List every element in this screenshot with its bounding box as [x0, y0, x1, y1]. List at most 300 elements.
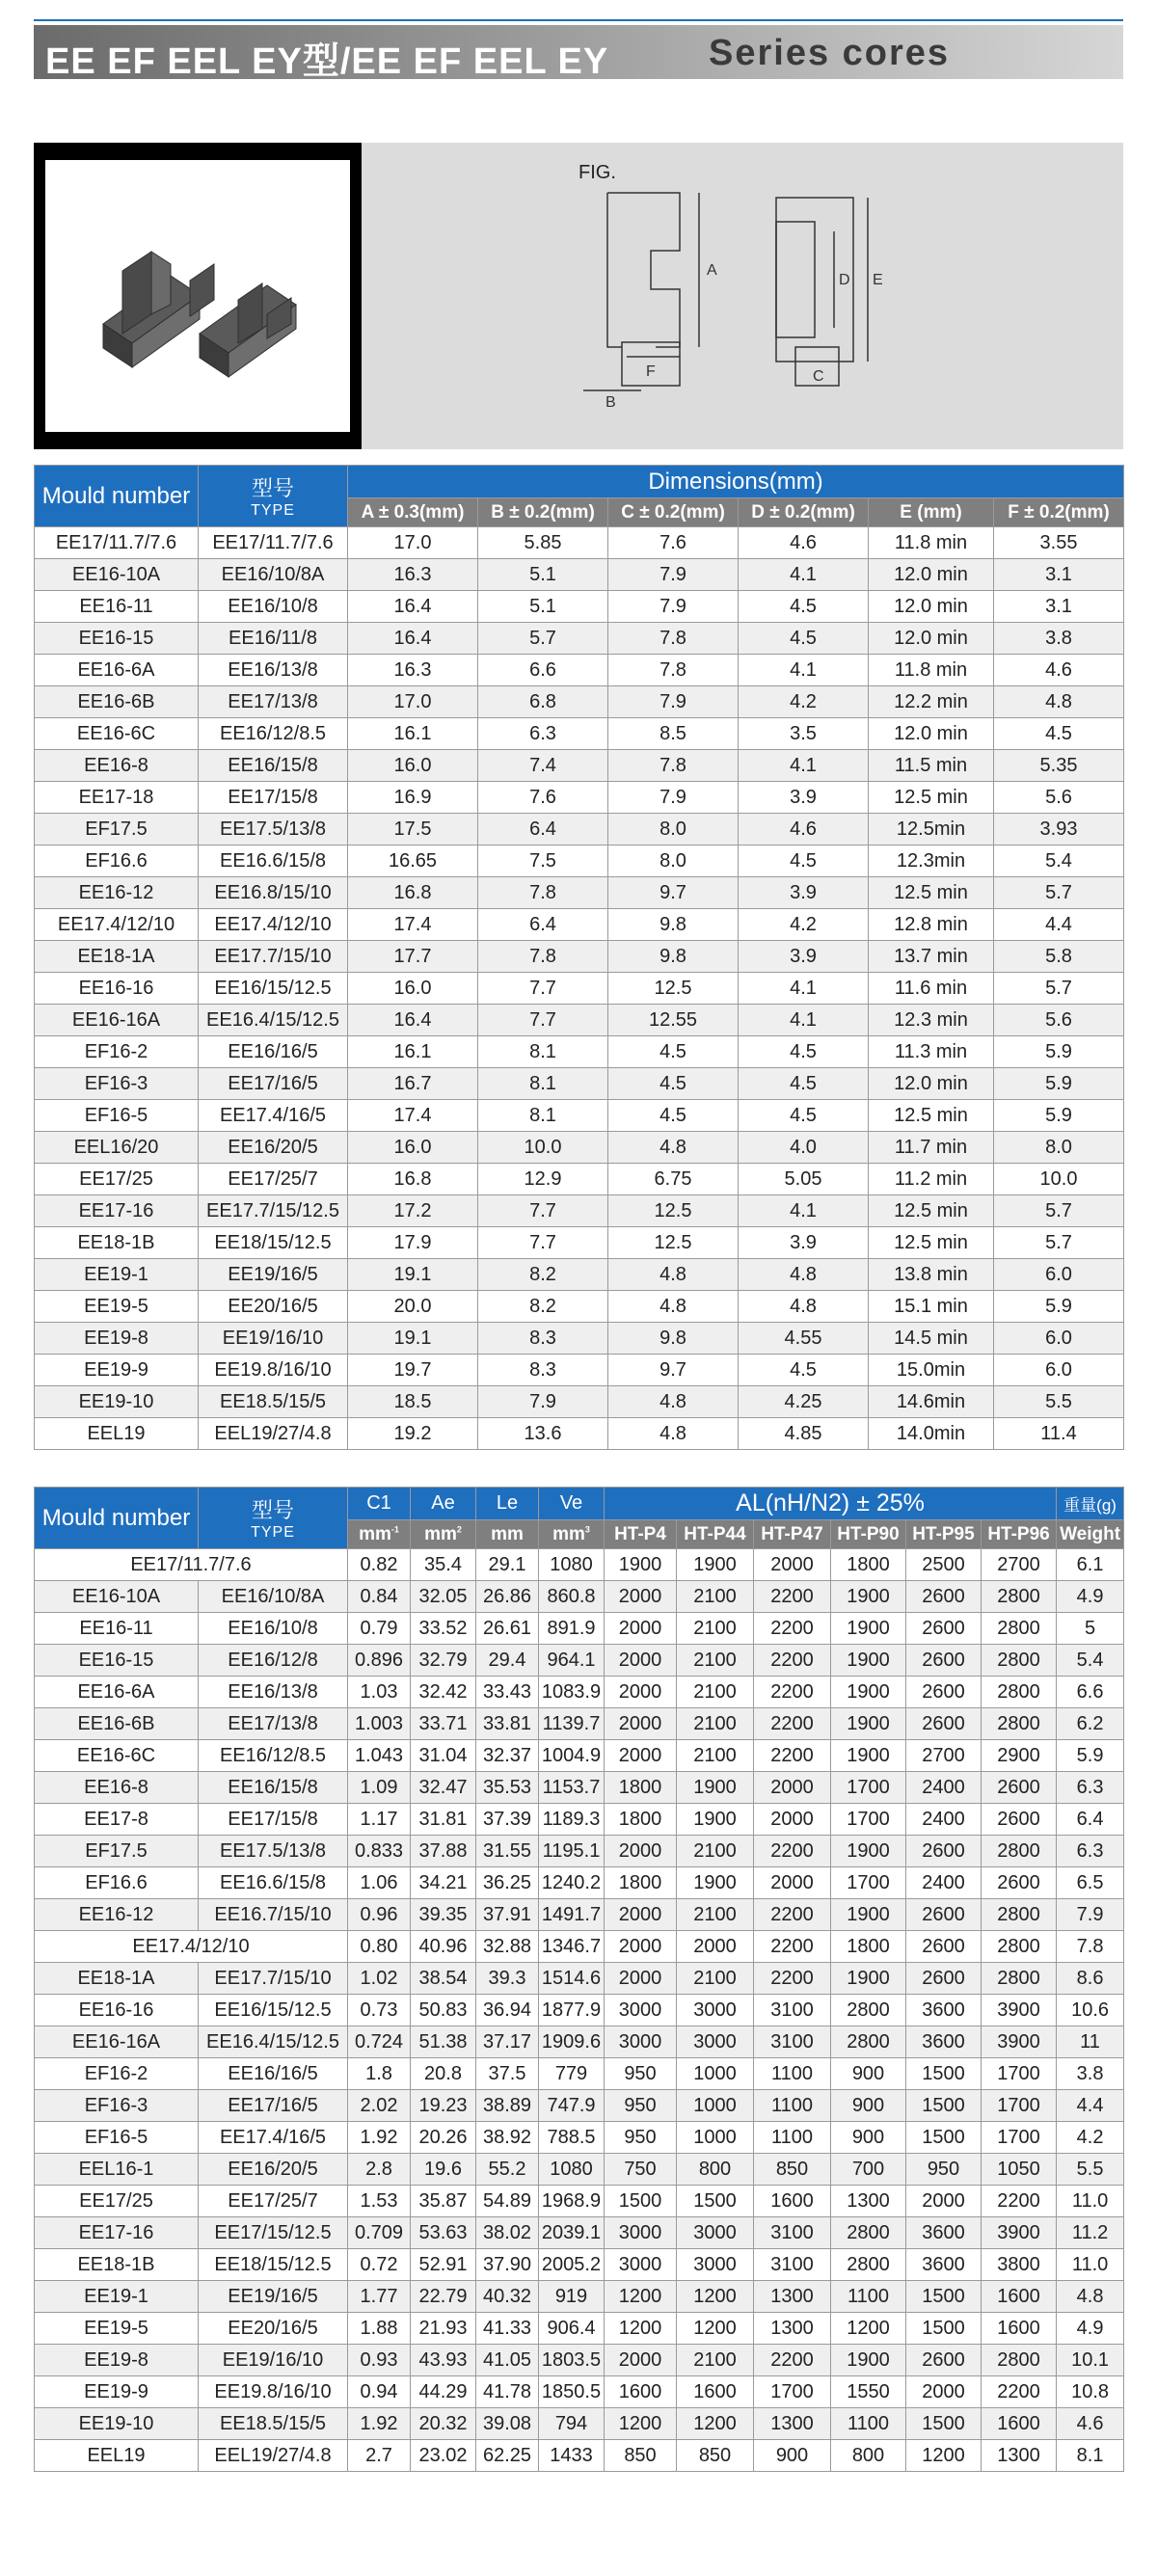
table-cell: 3.9	[739, 782, 869, 814]
table-cell: 29.4	[476, 1645, 539, 1677]
table-cell: EE16.6/15/8	[199, 845, 348, 877]
table-cell: 1500	[906, 2122, 982, 2154]
dim-label-c: C	[813, 368, 824, 385]
table-cell: EE19-1	[35, 2281, 199, 2313]
table-cell: 4.5	[739, 1355, 869, 1386]
table-cell: 6.5	[1057, 1867, 1124, 1899]
table-cell: 2200	[754, 1899, 831, 1931]
top-rule	[34, 19, 1123, 21]
table-cell: 2800	[982, 1613, 1057, 1645]
table-cell: 6.2	[1057, 1708, 1124, 1740]
table-cell: 12.5	[608, 973, 739, 1005]
table-cell: 38.89	[476, 2090, 539, 2122]
table-cell: 2005.2	[539, 2249, 605, 2281]
table-cell: 7.9	[608, 591, 739, 623]
table-cell: 2000	[906, 2376, 982, 2408]
table-cell: 2200	[754, 1963, 831, 1995]
table-cell: 3000	[677, 2026, 754, 2058]
table-row	[35, 2313, 1124, 2345]
table-cell: 7.9	[608, 686, 739, 718]
table-row	[35, 2217, 1124, 2249]
table-cell: 11.0	[1057, 2249, 1124, 2281]
table-row	[35, 591, 1124, 623]
table-cell: 1200	[605, 2408, 677, 2440]
table-cell: 12.5min	[869, 814, 994, 845]
table-cell: EE16/12/8.5	[199, 718, 348, 750]
col-weight-cn: 重量(g)	[1057, 1488, 1124, 1520]
table-cell: 1877.9	[539, 1995, 605, 2026]
table-cell: 13.8 min	[869, 1259, 994, 1291]
table-cell: 2.02	[348, 2090, 411, 2122]
table-cell: 6.4	[478, 814, 608, 845]
dimension-drawing	[352, 154, 950, 443]
table-cell: 3100	[754, 1995, 831, 2026]
table-cell: 2800	[982, 1931, 1057, 1963]
table-cell: 5.85	[478, 527, 608, 559]
table-cell: 850	[677, 2440, 754, 2472]
table-cell: EE17.5/13/8	[199, 814, 348, 845]
table-row	[35, 1708, 1124, 1740]
table-cell: 6.4	[1057, 1804, 1124, 1836]
table-row	[35, 814, 1124, 845]
table-cell: 38.54	[411, 1963, 476, 1995]
table-cell: 2.8	[348, 2154, 411, 2186]
table-cell: 20.8	[411, 2058, 476, 2090]
table-cell: 2600	[906, 1677, 982, 1708]
table-cell: 29.1	[476, 1549, 539, 1581]
table-cell: 2000	[605, 1931, 677, 1963]
table-cell: 55.2	[476, 2154, 539, 2186]
table-cell: 7.8	[608, 655, 739, 686]
table-row	[35, 527, 1124, 559]
parameters-subheader: $mm^{-1}$ $mm^2$ mm $mm^3$ HT-P4 HT-P44 HT-P47 HT-P90 HT-P95 HT-P96 Weight	[35, 1520, 1124, 1549]
table-cell: 34.21	[411, 1867, 476, 1899]
table-cell: 7.9	[608, 559, 739, 591]
table-cell: 0.724	[348, 2026, 411, 2058]
table-cell: 1600	[982, 2281, 1057, 2313]
table-cell: 788.5	[539, 2122, 605, 2154]
table-cell: 22.79	[411, 2281, 476, 2313]
table-cell: 1500	[677, 2186, 754, 2217]
table-cell: 53.63	[411, 2217, 476, 2249]
table-cell: 12.0 min	[869, 559, 994, 591]
table-cell: 1139.7	[539, 1708, 605, 1740]
table-cell: EE17/15/12.5	[199, 2217, 348, 2249]
table-cell: 3600	[906, 1995, 982, 2026]
table-cell: EE17-16	[35, 1195, 199, 1227]
table-cell: 2800	[831, 2249, 906, 2281]
table-cell: 2000	[605, 2345, 677, 2376]
table-cell: 794	[539, 2408, 605, 2440]
table-cell: 10.0	[478, 1132, 608, 1164]
table-row	[35, 1804, 1124, 1836]
table-cell: 13.7 min	[869, 941, 994, 973]
table-cell: 2000	[605, 1708, 677, 1740]
table-cell: 779	[539, 2058, 605, 2090]
table-cell: 2000	[605, 1581, 677, 1613]
table-cell: EE17/11.7/7.6	[35, 1549, 348, 1581]
table-cell: 5.1	[478, 559, 608, 591]
table-row	[35, 1355, 1124, 1386]
table-cell: 1.53	[348, 2186, 411, 2217]
table-cell: 2200	[982, 2376, 1057, 2408]
table-cell: 3.93	[994, 814, 1124, 845]
table-cell: 2500	[906, 1549, 982, 1581]
table-cell: 5.9	[1057, 1740, 1124, 1772]
table-cell: 8.3	[478, 1355, 608, 1386]
table-cell: 4.5	[994, 718, 1124, 750]
table-cell: 11.3 min	[869, 1036, 994, 1068]
table-cell: EE16-6B	[35, 1708, 199, 1740]
table-cell: 8.1	[478, 1068, 608, 1100]
table-cell: 2100	[677, 1963, 754, 1995]
table-cell: 37.17	[476, 2026, 539, 2058]
table-cell: 750	[605, 2154, 677, 2186]
table-cell: EE16-12	[35, 1899, 199, 1931]
table-cell: 12.3min	[869, 845, 994, 877]
table-cell: EE16/16/5	[199, 1036, 348, 1068]
table-cell: 12.5 min	[869, 1227, 994, 1259]
table-row	[35, 1645, 1124, 1677]
table-cell: 2200	[754, 1581, 831, 1613]
table-cell: 1800	[605, 1772, 677, 1804]
table-cell: 20.26	[411, 2122, 476, 2154]
table-cell: 0.79	[348, 1613, 411, 1645]
table-cell: 1.043	[348, 1740, 411, 1772]
table-cell: 8.1	[478, 1100, 608, 1132]
table-cell: 2800	[982, 1963, 1057, 1995]
table-cell: 1700	[982, 2058, 1057, 2090]
dim-label-a: A	[707, 262, 717, 279]
table-cell: 2000	[677, 1931, 754, 1963]
table-cell: 1700	[982, 2122, 1057, 2154]
dimensions-table	[34, 465, 1124, 1450]
table-cell: 43.93	[411, 2345, 476, 2376]
table-cell: EE16-8	[35, 1772, 199, 1804]
table-cell: EE18-1A	[35, 1963, 199, 1995]
table-cell: 1153.7	[539, 1772, 605, 1804]
table-cell: 850	[754, 2154, 831, 2186]
table-cell: EE17-18	[35, 782, 199, 814]
table-cell: 800	[677, 2154, 754, 2186]
table-cell: 8.2	[478, 1291, 608, 1323]
table-cell: 16.9	[348, 782, 478, 814]
table-cell: 950	[605, 2122, 677, 2154]
table-cell: 1800	[831, 1549, 906, 1581]
table-row	[35, 750, 1124, 782]
table-cell: EE16-6A	[35, 655, 199, 686]
table-cell: 4.1	[739, 973, 869, 1005]
table-cell: 35.4	[411, 1549, 476, 1581]
table-cell: EE18/15/12.5	[199, 1227, 348, 1259]
table-cell: 31.81	[411, 1804, 476, 1836]
table-cell: 3100	[754, 2217, 831, 2249]
table-row	[35, 2026, 1124, 2058]
table-cell: EE17.7/15/10	[199, 941, 348, 973]
table-cell: 4.9	[1057, 1581, 1124, 1613]
table-cell: 1500	[605, 2186, 677, 2217]
table-cell: 1500	[906, 2090, 982, 2122]
table-cell: EE17/25/7	[199, 2186, 348, 2217]
table-cell: EE19-9	[35, 2376, 199, 2408]
table-row	[35, 2090, 1124, 2122]
table-cell: 3000	[605, 2026, 677, 2058]
table-cell: 4.0	[739, 1132, 869, 1164]
table-cell: EE19-5	[35, 1291, 199, 1323]
table-cell: 32.05	[411, 1581, 476, 1613]
table-cell: 950	[605, 2090, 677, 2122]
table-row	[35, 1963, 1124, 1995]
table-cell: 6.75	[608, 1164, 739, 1195]
table-cell: 12.0 min	[869, 1068, 994, 1100]
table-cell: EE17/25	[35, 2186, 199, 2217]
table-cell: EE16-11	[35, 591, 199, 623]
table-cell: 5.05	[739, 1164, 869, 1195]
table-cell: 2600	[906, 1899, 982, 1931]
table-cell: 44.29	[411, 2376, 476, 2408]
table-cell: EE19.8/16/10	[199, 2376, 348, 2408]
table-cell: 12.0 min	[869, 591, 994, 623]
table-cell: 3600	[906, 2249, 982, 2281]
table-cell: 6.6	[1057, 1677, 1124, 1708]
table-cell: 1240.2	[539, 1867, 605, 1899]
table-cell: 1900	[831, 1899, 906, 1931]
table-cell: 3000	[605, 2217, 677, 2249]
table-cell: 9.8	[608, 941, 739, 973]
table-cell: 0.72	[348, 2249, 411, 2281]
table-cell: 5.5	[1057, 2154, 1124, 2186]
table-cell: 4.5	[739, 1100, 869, 1132]
table-cell: 12.9	[478, 1164, 608, 1195]
table-cell: 33.43	[476, 1677, 539, 1708]
table-cell: EE19/16/10	[199, 2345, 348, 2376]
table-cell: 12.5 min	[869, 877, 994, 909]
table-cell: 1900	[831, 1581, 906, 1613]
table-cell: 5.4	[1057, 1645, 1124, 1677]
table-cell: 4.8	[608, 1386, 739, 1418]
table-cell: EE16/20/5	[199, 2154, 348, 2186]
table-cell: 10.6	[1057, 1995, 1124, 2026]
table-cell: 1900	[831, 1963, 906, 1995]
table-cell: 12.0 min	[869, 718, 994, 750]
table-row	[35, 941, 1124, 973]
table-cell: 3100	[754, 2249, 831, 2281]
table-cell: 0.82	[348, 1549, 411, 1581]
table-cell: 3.9	[739, 941, 869, 973]
table-cell: 1000	[677, 2058, 754, 2090]
col-ve: Ve	[539, 1488, 605, 1520]
table-cell: 2000	[605, 1613, 677, 1645]
table-cell: 1080	[539, 1549, 605, 1581]
table-cell: 1900	[831, 1613, 906, 1645]
table-cell: 1900	[831, 1708, 906, 1740]
table-cell: 32.37	[476, 1740, 539, 1772]
table-row	[35, 1005, 1124, 1036]
table-cell: EF16-2	[35, 2058, 199, 2090]
table-cell: 2700	[906, 1740, 982, 1772]
table-cell: 1.06	[348, 1867, 411, 1899]
table-cell: 11.4	[994, 1418, 1124, 1450]
table-row	[35, 1068, 1124, 1100]
table-cell: 2600	[906, 1708, 982, 1740]
table-cell: 8.2	[478, 1259, 608, 1291]
table-cell: 3.9	[739, 877, 869, 909]
table-cell: EE16/13/8	[199, 1677, 348, 1708]
table-cell: 5.9	[994, 1036, 1124, 1068]
table-cell: 4.9	[1057, 2313, 1124, 2345]
table-row	[35, 1740, 1124, 1772]
table-row	[35, 2440, 1124, 2472]
table-row	[35, 1836, 1124, 1867]
table-cell: 39.08	[476, 2408, 539, 2440]
table-cell: 4.5	[608, 1100, 739, 1132]
table-cell: 16.65	[348, 845, 478, 877]
table-cell: 2400	[906, 1772, 982, 1804]
table-cell: 32.47	[411, 1772, 476, 1804]
table-cell: 4.8	[1057, 2281, 1124, 2313]
table-cell: 2600	[906, 1645, 982, 1677]
table-cell: 1900	[677, 1804, 754, 1836]
table-cell: EE19-10	[35, 2408, 199, 2440]
table-cell: EF16-5	[35, 1100, 199, 1132]
table-cell: 1.09	[348, 1772, 411, 1804]
table-cell: 2800	[982, 1677, 1057, 1708]
table-cell: 2000	[605, 1645, 677, 1677]
table-cell: 1600	[982, 2408, 1057, 2440]
table-row	[35, 2345, 1124, 2376]
table-cell: 52.91	[411, 2249, 476, 2281]
table-cell: 1300	[831, 2186, 906, 2217]
table-cell: 20.0	[348, 1291, 478, 1323]
table-cell: 9.7	[608, 1355, 739, 1386]
table-row	[35, 623, 1124, 655]
table-cell: 6.6	[478, 655, 608, 686]
table-cell: 2600	[906, 2345, 982, 2376]
table-cell: 7.7	[478, 1195, 608, 1227]
table-cell: 3900	[982, 1995, 1057, 2026]
table-cell: 1850.5	[539, 2376, 605, 2408]
table-cell: 12.5 min	[869, 1195, 994, 1227]
table-cell: 2100	[677, 1740, 754, 1772]
table-cell: 10.8	[1057, 2376, 1124, 2408]
table-cell: 7.6	[478, 782, 608, 814]
table-cell: 5.7	[994, 973, 1124, 1005]
table-row	[35, 782, 1124, 814]
table-cell: EE16/15/12.5	[199, 973, 348, 1005]
table-cell: 3100	[754, 2026, 831, 2058]
table-cell: 3.1	[994, 591, 1124, 623]
table-cell: 3000	[677, 1995, 754, 2026]
col-type-2: 型号 TYPE	[199, 1488, 348, 1549]
table-cell: 3000	[605, 1995, 677, 2026]
table-cell: EE17/25	[35, 1164, 199, 1195]
table-cell: 1100	[831, 2408, 906, 2440]
table-cell: 16.1	[348, 1036, 478, 1068]
table-cell: EF17.5	[35, 1836, 199, 1867]
table-cell: 54.89	[476, 2186, 539, 2217]
table-cell: 2000	[605, 1899, 677, 1931]
table-cell: 11.0	[1057, 2186, 1124, 2217]
table-row	[35, 2058, 1124, 2090]
table-cell: EF16-5	[35, 2122, 199, 2154]
table-cell: 6.1	[1057, 1549, 1124, 1581]
table-cell: 2600	[906, 1963, 982, 1995]
table-cell: 4.8	[994, 686, 1124, 718]
table-cell: EEL19	[35, 2440, 199, 2472]
table-cell: EE19-1	[35, 1259, 199, 1291]
table-cell: EE17/16/5	[199, 2090, 348, 2122]
table-cell: 41.33	[476, 2313, 539, 2345]
table-cell: 7.8	[1057, 1931, 1124, 1963]
table-cell: 8.1	[1057, 2440, 1124, 2472]
table-cell: 1100	[754, 2090, 831, 2122]
page-subtitle: Series cores	[709, 33, 951, 73]
table-cell: 1900	[831, 1836, 906, 1867]
table-cell: EE16.8/15/10	[199, 877, 348, 909]
table-row	[35, 1677, 1124, 1708]
table-cell: EE19-8	[35, 2345, 199, 2376]
table-cell: 4.2	[739, 686, 869, 718]
table-cell: EE19-5	[35, 2313, 199, 2345]
table-cell: 1800	[605, 1867, 677, 1899]
table-cell: 32.88	[476, 1931, 539, 1963]
table-cell: 1514.6	[539, 1963, 605, 1995]
table-cell: 7.7	[478, 1005, 608, 1036]
table-cell: 12.55	[608, 1005, 739, 1036]
table-cell: 1900	[831, 1677, 906, 1708]
table-cell: 16.7	[348, 1068, 478, 1100]
table-cell: 2800	[831, 1995, 906, 2026]
dim-label-b: B	[605, 394, 616, 411]
table-cell: 32.79	[411, 1645, 476, 1677]
table-cell: 16.3	[348, 559, 478, 591]
table-cell: 4.5	[608, 1036, 739, 1068]
title-banner	[34, 25, 1123, 82]
table-cell: EE20/16/5	[199, 1291, 348, 1323]
table-cell: 3600	[906, 2217, 982, 2249]
table-cell: 37.39	[476, 1804, 539, 1836]
table-cell: EE17/13/8	[199, 686, 348, 718]
table-cell: 14.0min	[869, 1418, 994, 1450]
table-cell: EE16-16	[35, 1995, 199, 2026]
parameters-table	[34, 1487, 1124, 2472]
table-cell: 1080	[539, 2154, 605, 2186]
table-cell: 2200	[982, 2186, 1057, 2217]
table-cell: 1700	[831, 1772, 906, 1804]
table-cell: 2.7	[348, 2440, 411, 2472]
table-cell: EE16-6C	[35, 1740, 199, 1772]
table-row	[35, 1931, 1124, 1963]
table-cell: 33.71	[411, 1708, 476, 1740]
table-cell: 17.5	[348, 814, 478, 845]
table-cell: 950	[605, 2058, 677, 2090]
table-cell: 31.04	[411, 1740, 476, 1772]
table-cell: EE16/20/5	[199, 1132, 348, 1164]
table-row	[35, 1259, 1124, 1291]
table-cell: EE16/10/8	[199, 591, 348, 623]
table-cell: 1.77	[348, 2281, 411, 2313]
table-cell: EE16-11	[35, 1613, 199, 1645]
table-cell: 2700	[982, 1549, 1057, 1581]
table-cell: 14.5 min	[869, 1323, 994, 1355]
table-cell: 5.7	[994, 1227, 1124, 1259]
table-cell: EE17/15/8	[199, 782, 348, 814]
table-cell: EE16-16	[35, 973, 199, 1005]
table-cell: EF16-2	[35, 1036, 199, 1068]
fig-label: FIG.	[578, 162, 616, 183]
table-cell: 1500	[906, 2313, 982, 2345]
table-cell: 12.2 min	[869, 686, 994, 718]
